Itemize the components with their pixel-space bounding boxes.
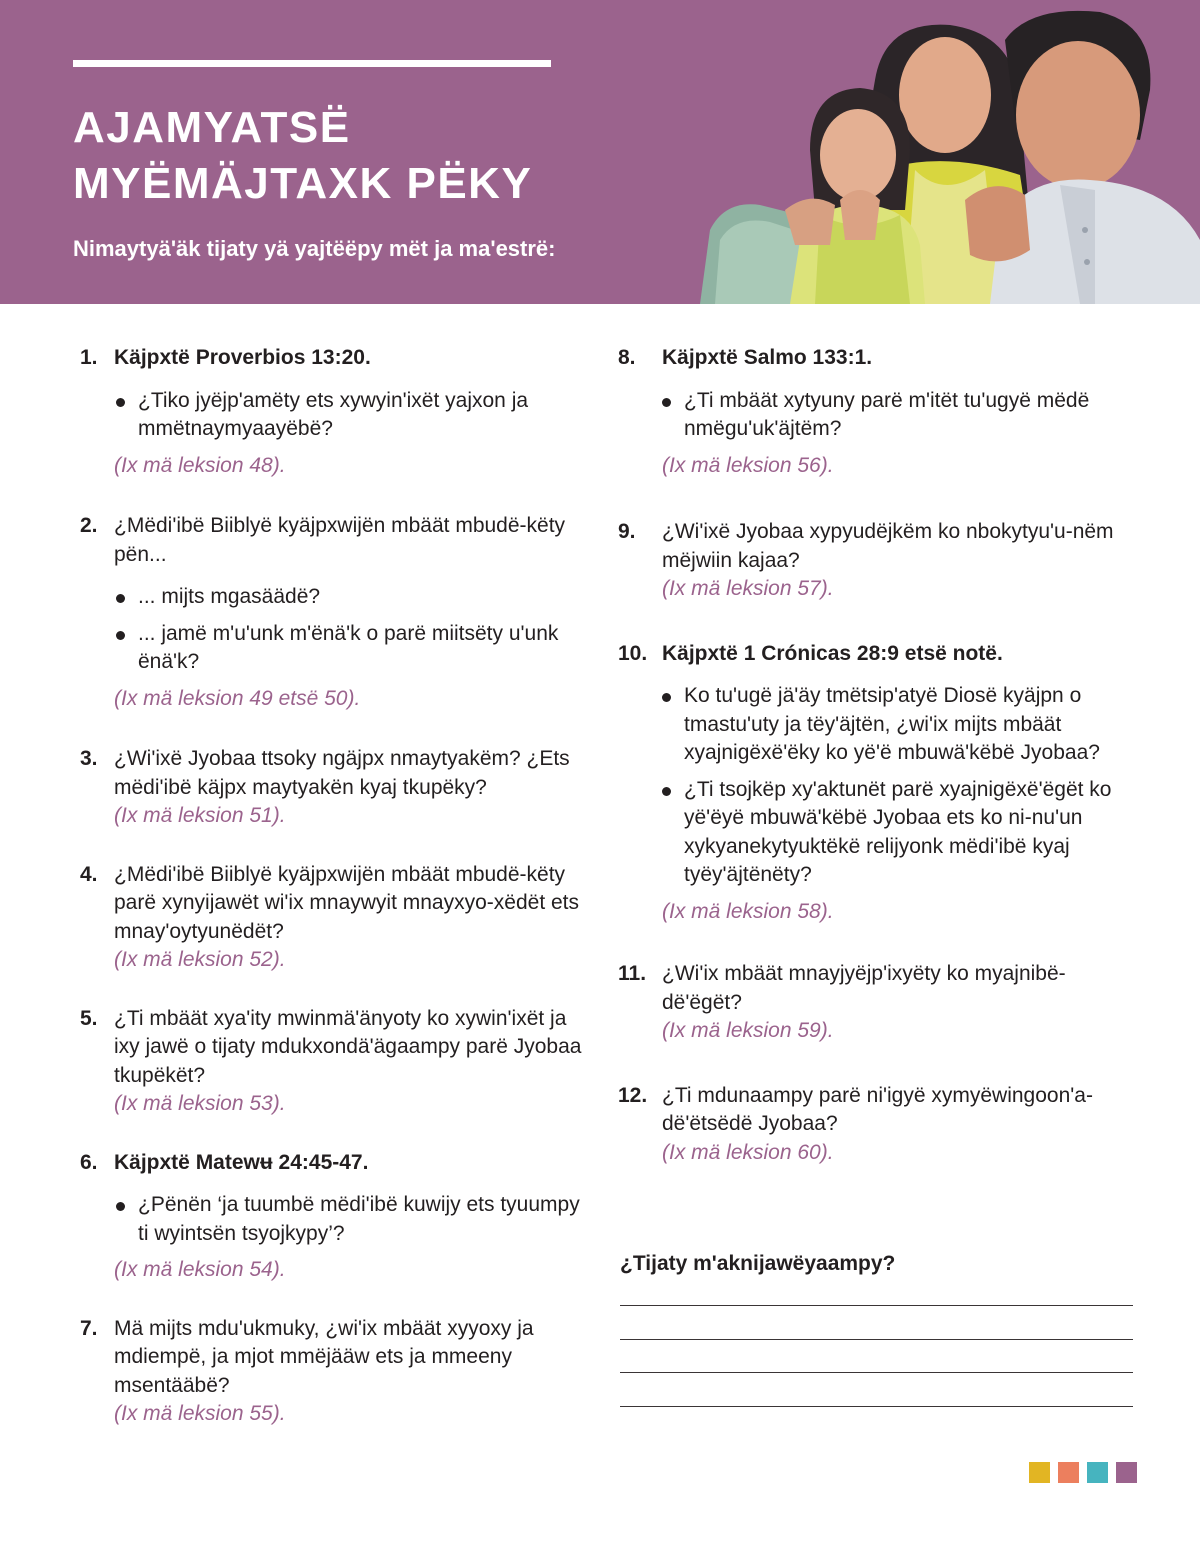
question-text: 3. ¿Wi'ixë Jyobaa ttsoky ngäjpx nmaytyakëm? ¿Ets mëdi'ibë käjpx maytyakën kyaj tkupëky? [80, 747, 570, 799]
answer-line[interactable] [620, 1339, 1133, 1340]
question-text: 8. Käjpxtë Salmo 133:1. [618, 344, 1138, 373]
question-number: 10. [618, 641, 648, 665]
lesson-reference: (Ix mä leksion 53). [114, 1092, 286, 1115]
bullet-list [618, 682, 1138, 890]
bullet-item: ¿Tiko jyëjp'amëty ets xywyin'ixët yajxon ja mmëtnaymyaayëbë? [138, 387, 590, 444]
yellow-square [1029, 1462, 1050, 1483]
question-number: 4. [80, 862, 98, 886]
bullet-list [80, 1191, 590, 1248]
question-8 [618, 344, 1138, 480]
question-number: 7. [80, 1316, 98, 1340]
question-number: 11. [618, 962, 647, 985]
question-number: 6. [80, 1150, 98, 1174]
question-number: 3. [80, 747, 98, 770]
question-11 [618, 960, 1138, 1046]
page-title [73, 100, 532, 212]
purple-square [1116, 1462, 1137, 1483]
question-text: 12. ¿Ti mdunaampy parë ni'igyë xymyëwingoon'a-dë'ëtsëdë Jyobaa? [618, 1083, 1093, 1135]
question-4 [80, 861, 590, 975]
question-9 [618, 518, 1138, 604]
bullet-item: Ko tu'ugë jä'äy tmëtsip'atyë Diosë kyäjpn o tmastu'uty ja tëy'äjtën, ¿wi'ix mijts mbäät xyajnigëxë'ëky ko yë'ë mbuwä'këbë Jyobaa? [684, 682, 1138, 768]
lesson-reference: (Ix mä leksion 51). [114, 804, 286, 827]
bullet-list [618, 387, 1138, 444]
title-line-2: MYËMÄJTAXK PËKY [73, 159, 533, 208]
question-2 [80, 512, 590, 713]
bullet-item: ... jamë m'u'unk m'ënä'k o parë miitsëty u'unk ënä'k? [138, 620, 590, 677]
question-text: 5. ¿Ti mbäät xya'ity mwinmä'änyoty ko xywin'ixët ja ixy jawë o tijaty mdukxondä'ägaampy parë Jyobaa tkupëkët? [80, 1006, 582, 1087]
bullet-item: ¿Pënën ‘ja tuumbë mëdi'ibë kuwijy ets tyuumpy ti wyintsën tsyojkypy’? [138, 1191, 590, 1248]
question-number: 8. [618, 346, 636, 369]
bullet-list [80, 387, 590, 444]
bullet-list [80, 583, 590, 677]
lesson-reference: (Ix mä leksion 59). [662, 1019, 834, 1042]
question-number: 5. [80, 1006, 98, 1030]
lesson-reference: (Ix mä leksion 54). [114, 1258, 286, 1281]
question-7 [80, 1315, 590, 1429]
lesson-reference: (Ix mä leksion 49 etsë 50). [114, 686, 361, 710]
header-rule [73, 60, 551, 67]
question-number: 1. [80, 346, 98, 369]
bullet-item: ... mijts mgasäädë? [138, 583, 590, 612]
header-banner [0, 0, 1200, 304]
question-3 [80, 745, 590, 831]
family-praying-illustration [700, 0, 1200, 304]
question-6 [80, 1149, 590, 1285]
question-text: 2. ¿Mëdi'ibë Biiblyë kyäjpxwijën mbäät mbudë-këty pën... [80, 514, 566, 566]
question-5 [80, 1005, 590, 1119]
answer-line[interactable] [620, 1305, 1133, 1306]
page-subtitle: Nimaytyä'äk tijaty yä yajtëëpy mët ja ma'estrë: [73, 236, 556, 261]
lesson-reference: (Ix mä leksion 58). [662, 899, 834, 923]
questions-right-column [618, 344, 1138, 1167]
lesson-reference: (Ix mä leksion 57). [662, 577, 834, 600]
color-squares-decoration [1029, 1462, 1137, 1483]
question-text: 10. Käjpxtë 1 Crónicas 28:9 etsë notë. [618, 640, 1138, 669]
lesson-reference: (Ix mä leksion 48). [114, 453, 286, 477]
question-number: 12. [618, 1083, 648, 1107]
question-text: 9. ¿Wi'ixë Jyobaa xypyudëjkëm ko nbokytyu'u-nëm mëjwiin kajaa? [618, 520, 1114, 572]
question-number: 2. [80, 514, 98, 537]
teal-square [1087, 1462, 1108, 1483]
orange-square [1058, 1462, 1079, 1483]
questions-left-column [80, 344, 590, 1429]
answer-line[interactable] [620, 1406, 1133, 1407]
question-1 [80, 344, 590, 480]
question-text: 11. ¿Wi'ix mbäät mnayjyëjp'ixyëty ko myajnibë-dë'ëgët? [618, 962, 1066, 1014]
reflection-heading: ¿Tijaty m'aknijawëyaampy? [620, 1252, 896, 1275]
question-text: 7. Mä mijts mdu'ukmuky, ¿wi'ix mbäät xyyoxy ja mdiempë, ja mjot mmëjääw ets ja mmeeny msentääbë? [80, 1316, 534, 1397]
answer-line[interactable] [620, 1372, 1133, 1373]
bullet-item: ¿Ti tsojkëp xy'aktunët parë xyajnigëxë'ëgët ko yë'ëyë mbuwä'këbë Jyobaa ets ko ni-nu'un xykyanekytyuktëkë relijyonk mëdi'ibë kyaj tyëy'äjtënëty? [684, 776, 1138, 890]
lesson-reference: (Ix mä leksion 55). [114, 1402, 286, 1425]
question-12 [618, 1082, 1138, 1168]
question-text: 6. Käjpxtë Matewʉ 24:45-47. [80, 1149, 590, 1178]
question-10 [618, 640, 1138, 927]
title-line-1: AJAMYATSË [73, 103, 351, 152]
lesson-reference: (Ix mä leksion 52). [114, 948, 286, 971]
bullet-item: ¿Ti mbäät xytyuny parë m'itët tu'ugyë mëdë nmëgu'uk'äjtëm? [684, 387, 1138, 444]
question-text: 1. Käjpxtë Proverbios 13:20. [80, 344, 590, 373]
lesson-reference: (Ix mä leksion 56). [662, 453, 834, 477]
question-text: 4. ¿Mëdi'ibë Biiblyë kyäjpxwijën mbäät mbudë-këty parë xynyijawët wi'ix mnaywyit mnayxyo-xëdët ets mnay'oytyunëdët? [80, 862, 580, 943]
lesson-reference: (Ix mä leksion 60). [662, 1140, 834, 1164]
question-number: 9. [618, 520, 636, 543]
